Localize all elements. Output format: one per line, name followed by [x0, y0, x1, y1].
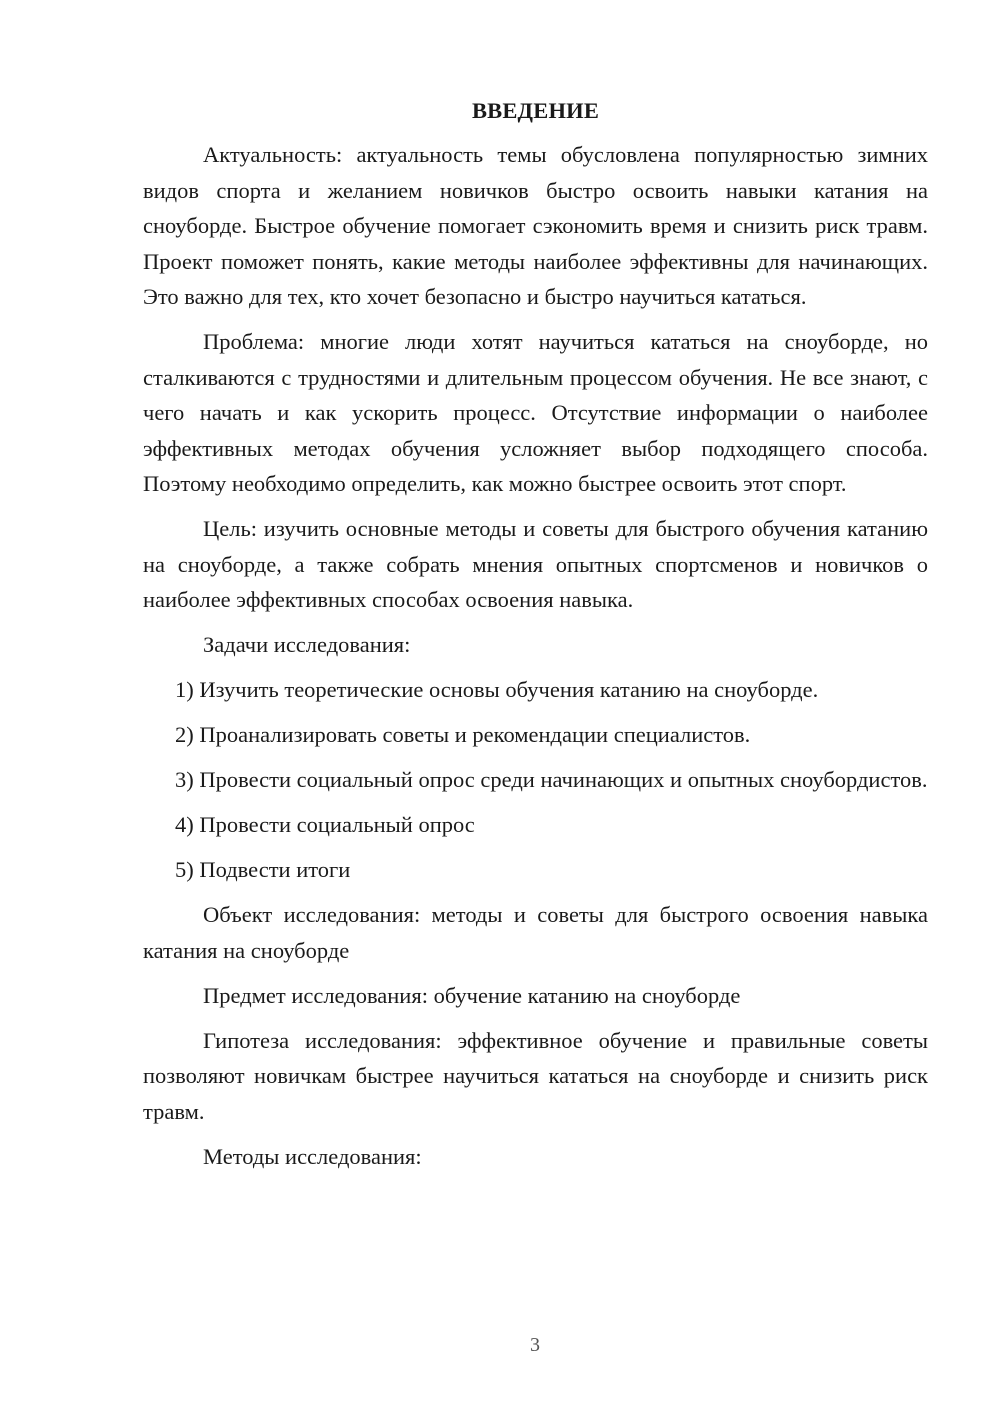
page-content — [143, 96, 928, 1184]
task-item-3: 3) Провести социальный опрос среди начинающих и опытных сноубордистов. — [175, 767, 928, 792]
paragraph-tasks-heading: Задачи исследования: — [203, 632, 411, 657]
paragraph-problem: Проблема: многие люди хотят научиться кататься на сноуборде, но сталкиваются с трудностями и длительным процессом обучения. Не все знают, с чего начать и как ускорить процесс. Отсутствие информации о наиболее эффективных методах обучения усложняет выбор подходящего способа. Поэтому необходимо определить, как можно быстрее освоить этот спорт. — [143, 329, 928, 496]
paragraph-object: Объект исследования: методы и советы для быстрого освоения навыка катания на сноуборде — [143, 902, 928, 963]
paragraph-goal: Цель: изучить основные методы и советы для быстрого обучения катанию на сноуборде, а также собрать мнения опытных спортсменов и новичков о наиболее эффективных способах освоения навыка. — [143, 516, 928, 612]
task-item-2: 2) Проанализировать советы и рекомендации специалистов. — [175, 722, 751, 747]
task-item-1: 1) Изучить теоретические основы обучения катанию на сноуборде. — [175, 677, 819, 702]
task-item-5: 5) Подвести итоги — [175, 857, 351, 882]
task-item-4: 4) Провести социальный опрос — [175, 812, 475, 837]
paragraph-subject: Предмет исследования: обучение катанию на сноуборде — [203, 982, 741, 1008]
page-number: 3 — [530, 1334, 540, 1356]
paragraph-relevance: Актуальность: актуальность темы обусловлена популярностью зимних видов спорта и желанием новичков быстро освоить навыки катания на сноуборде. Быстрое обучение помогает сэкономить время и снизить риск травм. Проект поможет понять, какие методы наиболее эффективны для начинающих. Это важно для тех, кто хочет безопасно и быстро научиться кататься. — [143, 142, 928, 309]
paragraph-hypothesis: Гипотеза исследования: эффективное обучение и правильные советы позволяют новичкам быстрее научиться кататься на сноуборде и снизить риск травм. — [143, 1027, 928, 1124]
paragraph-methods: Методы исследования: — [203, 1143, 422, 1169]
section-title: ВВЕДЕНИЕ — [471, 98, 600, 123]
